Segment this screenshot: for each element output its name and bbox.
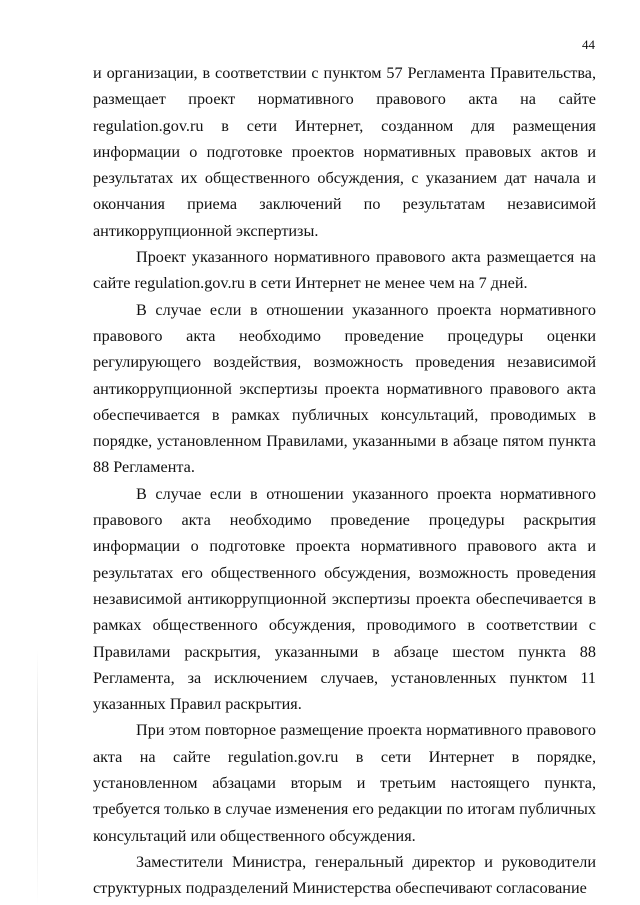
page-number: 44 (582, 37, 595, 52)
scan-edge-mark (37, 650, 38, 905)
paragraph-deputies: Заместители Министра, генеральный директор и руководители структурных подразделений Министерства обеспечивают согласование (93, 852, 596, 898)
paragraph-publication-term: Проект указанного нормативного правового акта размещается на сайте regulation.gov.ru в сети Интернет не менее чем на 7 дней. (93, 248, 596, 293)
paragraph-disclosure: В случае если в отношении указанного проекта нормативного правового акта необходимо проведение процедуры раскрытия информации о подготовке проекта нормативного правового акта и результатах его общественного обсуждения, возможность проведения независимой антикоррупционной экспертизы проекта обеспечивается в рамках общественного обсуждения, проводимого в соответствии с Правилами раскрытия, указанными в абзаце шестом пункта 88 Регламента, за исключением случаев, установленных пунктом 11 указанных Правил раскрытия. (93, 484, 596, 714)
document-body (93, 60, 596, 902)
paragraph-continuation: и организации, в соответствии с пунктом 57 Регламента Правительства, размещает проект нормативного правового акта на сайте regulation.gov.ru в сети Интернет, созданном для размещения информации о подготовке проектов нормативных правовых актов и результатах их общественного обсуждения, с указанием дат начала и окончания приема заключений по результатам независимой антикоррупционной экспертизы. (93, 64, 596, 240)
paragraph-repeat-publication: При этом повторное размещение проекта нормативного правового акта на сайте regulation.gov.ru в сети Интернет в порядке, установленном абзацами вторым и третьим настоящего пункта, требуется только в случае изменения его редакции по итогам публичных консультаций или общественного обсуждения. (93, 721, 596, 845)
paragraph-regulatory-impact: В случае если в отношении указанного проекта нормативного правового акта необходимо проведение процедуры оценки регулирующего воздействия, возможность проведения независимой антикоррупционной экспертизы проекта нормативного правового акта обеспечивается в рамках публичных консультаций, проводимых в порядке, установленном Правилами, указанными в абзаце пятом пункта 88 Регламента. (93, 300, 596, 477)
